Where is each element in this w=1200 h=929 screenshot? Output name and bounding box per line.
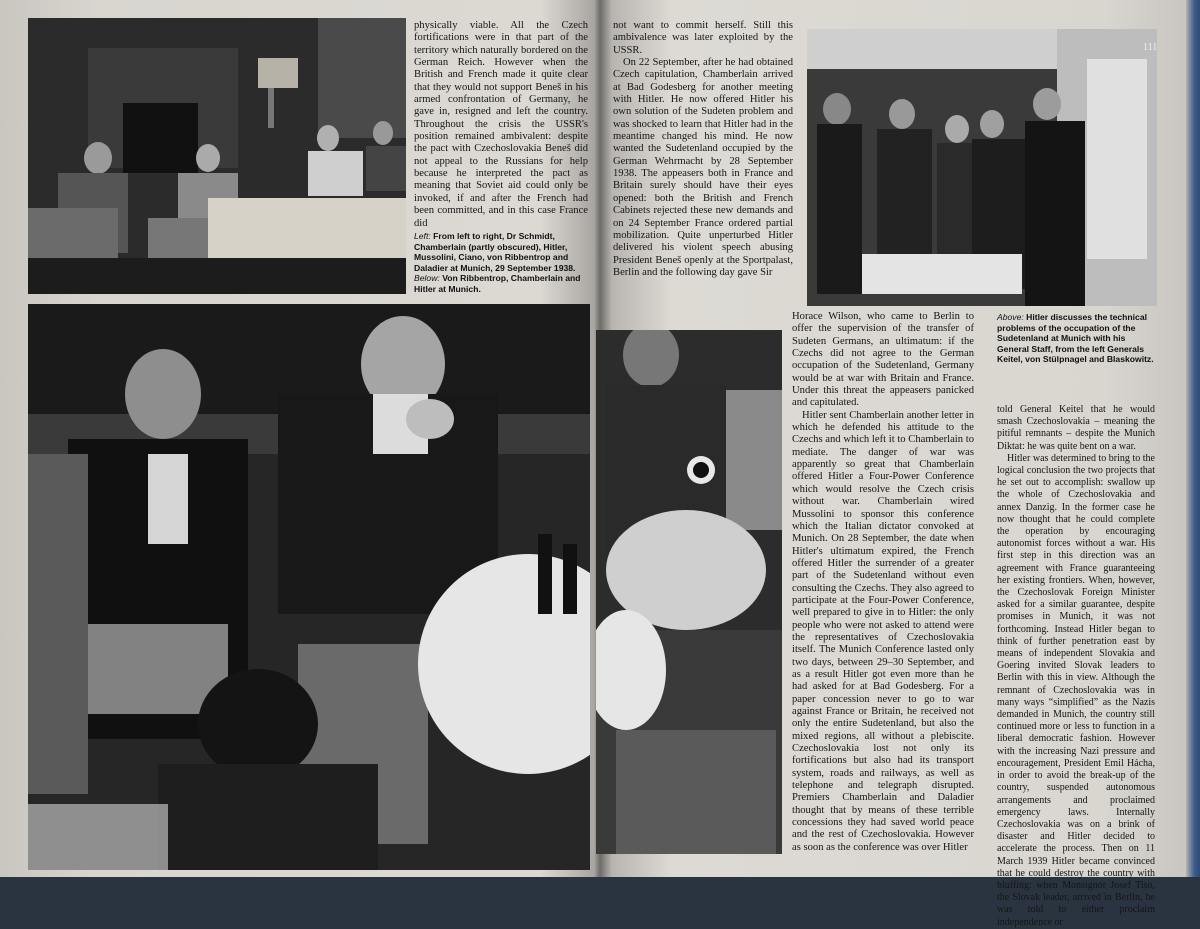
paragraph: not want to commit herself. Still this ambivalence was later exploited by the USSR. [613,20,793,56]
paragraph: Hitler was determined to bring to the logical conclusion the two projects that he set out to accomplish: swallow up the whole of Czechoslovakia and annex Danzig. In the former case he now thought that he could complete the operation by encouraging autonomist forces without a war. His first step in this direction was an agreement with France guaranteeing her existing frontiers. When, however, the Czechoslovak Foreign Minister asked for a similar guarantee, despite promises in Munich, it was not forthcoming. Instead Hitler began to think of further penetration east by means of independent Slovakia and Goering invited Slovak leaders to Berlin with this in view. Although the remnant of Czechoslovakia was in many ways “simplified” as the Nazis demanded in Munich, the country still continued more or less to function in a liberal democratic fashion. However with the increasing Nazi pressure and encouragement, President Emil Hácha, in order to avoid the break-up of the country, suspended autonomous arrangements and proclaimed emergency laws. Internally Czechoslovakia was on a brink of disaster and Hitler decided to accelerate the process. Then on 11 March 1939 Hitler became convinced that he could destroy the country with bluffing: when Monsignor Josef Tiso, the Slovak leader, arrived in Berlin, he was told to either proclaim independence or [997,452,1155,928]
paragraph: On 22 September, after he had obtained Czech capitulation, Chamberlain arrived at Bad Godesberg for another meeting with Hitler. He now offered Hitler his own solution of the Sudeten problem and was shocked to learn that Hitler had in the meantime changed his mind. He now wanted the Sudetenland occupied by the German Wehrmacht by 28 September 1938. The appeasers both in France and Britain surely should have their eyes opened: both the British and French Cabinets rejected these new demands and on 24 September France ordered partial mobilization. Quite unperturbed Hitler delivered his violent speech abusing President Beneš openly at the Sportpalast, Berlin and the following day gave Sir [613,57,793,278]
book-cover-edge [1186,0,1200,877]
caption-label-above: Above: [997,312,1024,322]
paragraph: told General Keitel that he would smash Czechoslovakia – meaning the pitiful remnants – despite the Munich Diktat: he was quite bent on a war. [997,404,1155,452]
paragraph: physically viable. All the Czech fortifications were in that part of the territory which naturally bordered on the German Reich. However when the British and French made it quite clear that they would not support Beneš in his armed confrontation of Germany, he gave in, resigned and left the country. Throughout the crisis the USSR's position remained ambivalent: despite the pact with Czechoslovakia Beneš did not appeal to the Russians for help because he interpreted the pact as meaning that Soviet aid could only be invoked, if and after the French had been committed, and in this case France did [414,20,588,229]
left-caption [414,231,588,295]
paragraph: Hitler sent Chamberlain another letter in which he defended his attitude to the Czechs and which left it to Chamberlain to mediate. The danger of war was apparently so great that Chamberlain offered Hitler a Four-Power Conference which would resolve the Czech crisis without war. Chamberlain wired Mussolini to sponsor this conference which the Italian dictator convoked at Munich. On 28 September, the date when Hitler's ultimatum expired, the French offered Hitler the surrender of a greater part of the Sudetenland without even consulting the Czechs. They also agreed to participate at the Four-Power Conference, well prepared to give in to Hitler: the only people who were not asked to attend were the representatives of Czechoslovakia itself. The Munich Conference lasted only two days, between 29–30 September, and as a result Hitler got even more than he had asked for at Bad Godesberg. For a paper concession never to go to war against France or Britain, he received not only the entire Sudetenland, but also the mixed regions, all without a plebiscite. Czechoslovakia lost not only its fortifications but also had its transport system, roads and railways, as well as telephone and telegraph disrupted. Premiers Chamberlain and Daladier thought that by means of these terrible concessions they had saved world peace and the rest of Czechoslovakia. However as soon as the conference was over Hitler [792,409,974,853]
right-page-number: 111 [1143,42,1158,53]
photo-munich-conference-room [28,18,406,294]
paragraph: Horace Wilson, who came to Berlin to offer the supervision of the transfer of Sudeten Germans, an ultimatum: if the Czechs did not agree to the German occupation of the Sudetenland, Germany would be at war with Britain and France. Under this threat the appeasers panicked and capitulated. [792,311,974,409]
caption-text-below: Von Ribbentrop, Chamberlain and Hitler at Munich. [414,273,581,294]
photo-hitler-general-staff [807,29,1157,306]
caption-text-above: Hitler discusses the technical problems of the occupation of the Sudetenland at Munich with his General Staff, from the left Generals Keitel, von Stülpnagel and Blaskowitz. [997,312,1154,365]
right-middle-column [792,311,974,854]
photo-hitler-seated [596,330,782,854]
left-top-column [414,20,588,230]
right-caption [997,312,1155,365]
caption-label-left: Left: [414,231,431,241]
photo-ribbentrop-chamberlain-hitler [28,304,590,870]
caption-label-below: Below: [414,273,440,284]
caption-text-left: From left to right, Dr Schmidt, Chamberlain (partly obscured), Hitler, Mussolini, Ciano, von Ribbentrop and Daladier at Munich, 29 September 1938. [414,231,576,273]
right-top-column [613,20,793,279]
right-column [997,404,1155,929]
